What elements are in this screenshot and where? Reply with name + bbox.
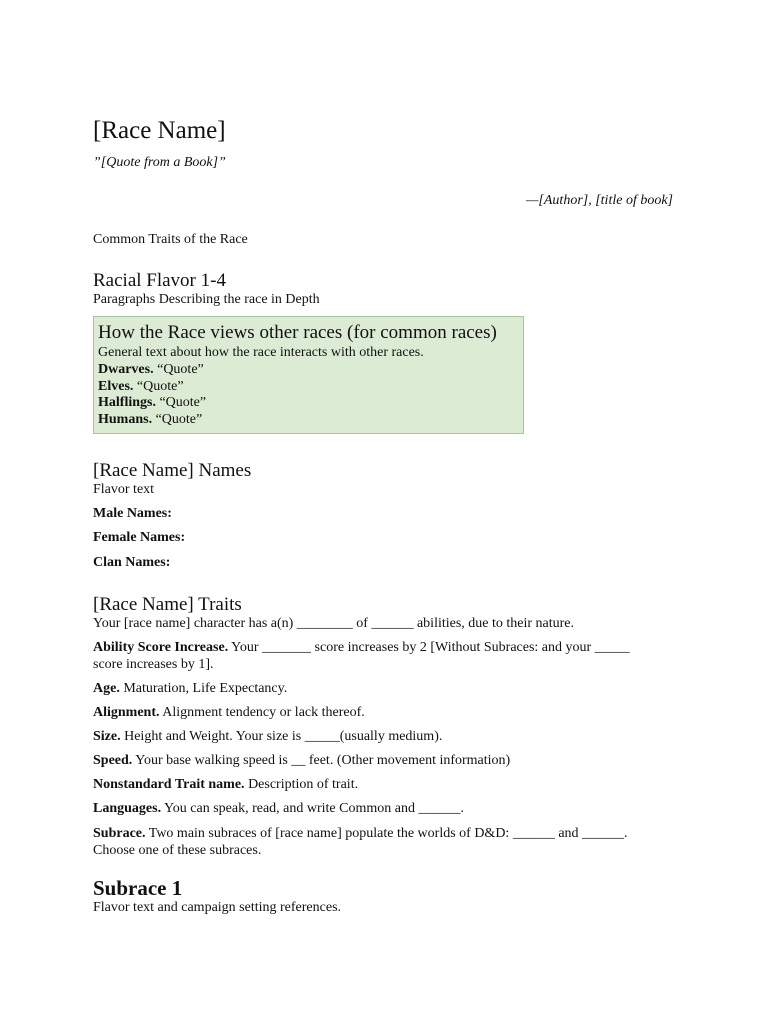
trait-label: Subrace. — [93, 826, 146, 841]
trait-label: Size. — [93, 729, 121, 744]
traits-heading: [Race Name] Traits — [93, 594, 242, 615]
relation-item-humans — [98, 412, 523, 429]
trait-text: You can speak, read, and write Common and ______. — [161, 801, 464, 816]
subrace-heading: Subrace 1 — [93, 876, 183, 900]
names-flavor: Flavor text — [93, 482, 155, 497]
race-relations-box — [93, 316, 524, 434]
trait-ability-score — [93, 639, 653, 673]
trait-text: Your base walking speed is __ feet. (Other movement information) — [132, 753, 511, 768]
book-quote: ”[Quote from a Book]” — [93, 155, 226, 170]
trait-alignment — [93, 704, 653, 721]
relation-item-elves — [98, 379, 523, 396]
trait-text: Maturation, Life Expectancy. — [119, 681, 288, 696]
relation-race: Dwarves. — [98, 361, 154, 377]
page-title: [Race Name] — [93, 117, 226, 144]
male-names-label: Male Names: — [93, 506, 172, 521]
trait-speed — [93, 752, 653, 769]
race-relations-heading: How the Race views other races (for common races) — [98, 322, 497, 343]
relation-quote: “Quote” — [152, 412, 203, 428]
relation-quote: “Quote” — [153, 361, 204, 377]
relation-race: Elves. — [98, 378, 134, 394]
trait-label: Languages. — [93, 801, 162, 816]
trait-label: Age. — [93, 681, 120, 696]
trait-subrace — [93, 825, 653, 859]
relation-item-halflings — [98, 395, 523, 412]
trait-text: Alignment tendency or lack thereof. — [159, 705, 365, 720]
names-heading: [Race Name] Names — [93, 460, 252, 481]
trait-text: Height and Weight. Your size is _____(usually medium). — [120, 729, 443, 744]
relation-race: Halflings. — [98, 395, 156, 411]
relation-race: Humans. — [98, 412, 153, 428]
relation-item-dwarves — [98, 362, 523, 379]
relation-quote: “Quote” — [155, 395, 207, 411]
trait-label: Ability Score Increase. — [93, 640, 229, 655]
quote-attribution: —[Author], [title of book] — [525, 193, 673, 208]
trait-text: Your _______ score increases by 2 [Without Subraces: and your _____ score increases by 1]. — [93, 640, 630, 672]
racial-flavor-paragraph: Paragraphs Describing the race in Depth — [93, 292, 320, 307]
trait-size — [93, 728, 653, 745]
trait-label: Nonstandard Trait name. — [93, 777, 245, 792]
trait-languages — [93, 800, 653, 817]
common-traits-line: Common Traits of the Race — [93, 232, 248, 247]
trait-label: Alignment. — [93, 705, 160, 720]
relation-quote: “Quote” — [133, 378, 184, 394]
trait-label: Speed. — [93, 753, 133, 768]
female-names-label: Female Names: — [93, 530, 186, 545]
trait-text: Two main subraces of [race name] populate the worlds of D&D: ______ and ______. Choose one of these subraces. — [93, 826, 628, 858]
trait-text: Description of trait. — [244, 777, 359, 792]
trait-age — [93, 680, 653, 697]
racial-flavor-heading: Racial Flavor 1-4 — [93, 270, 226, 291]
traits-intro: Your [race name] character has a(n) ________ of ______ abilities, due to their nature. — [93, 616, 575, 631]
clan-names-label: Clan Names: — [93, 555, 171, 570]
subrace-text: Flavor text and campaign setting references. — [93, 900, 342, 915]
trait-nonstandard — [93, 776, 653, 793]
race-relations-intro: General text about how the race interacts with other races. — [98, 345, 424, 360]
